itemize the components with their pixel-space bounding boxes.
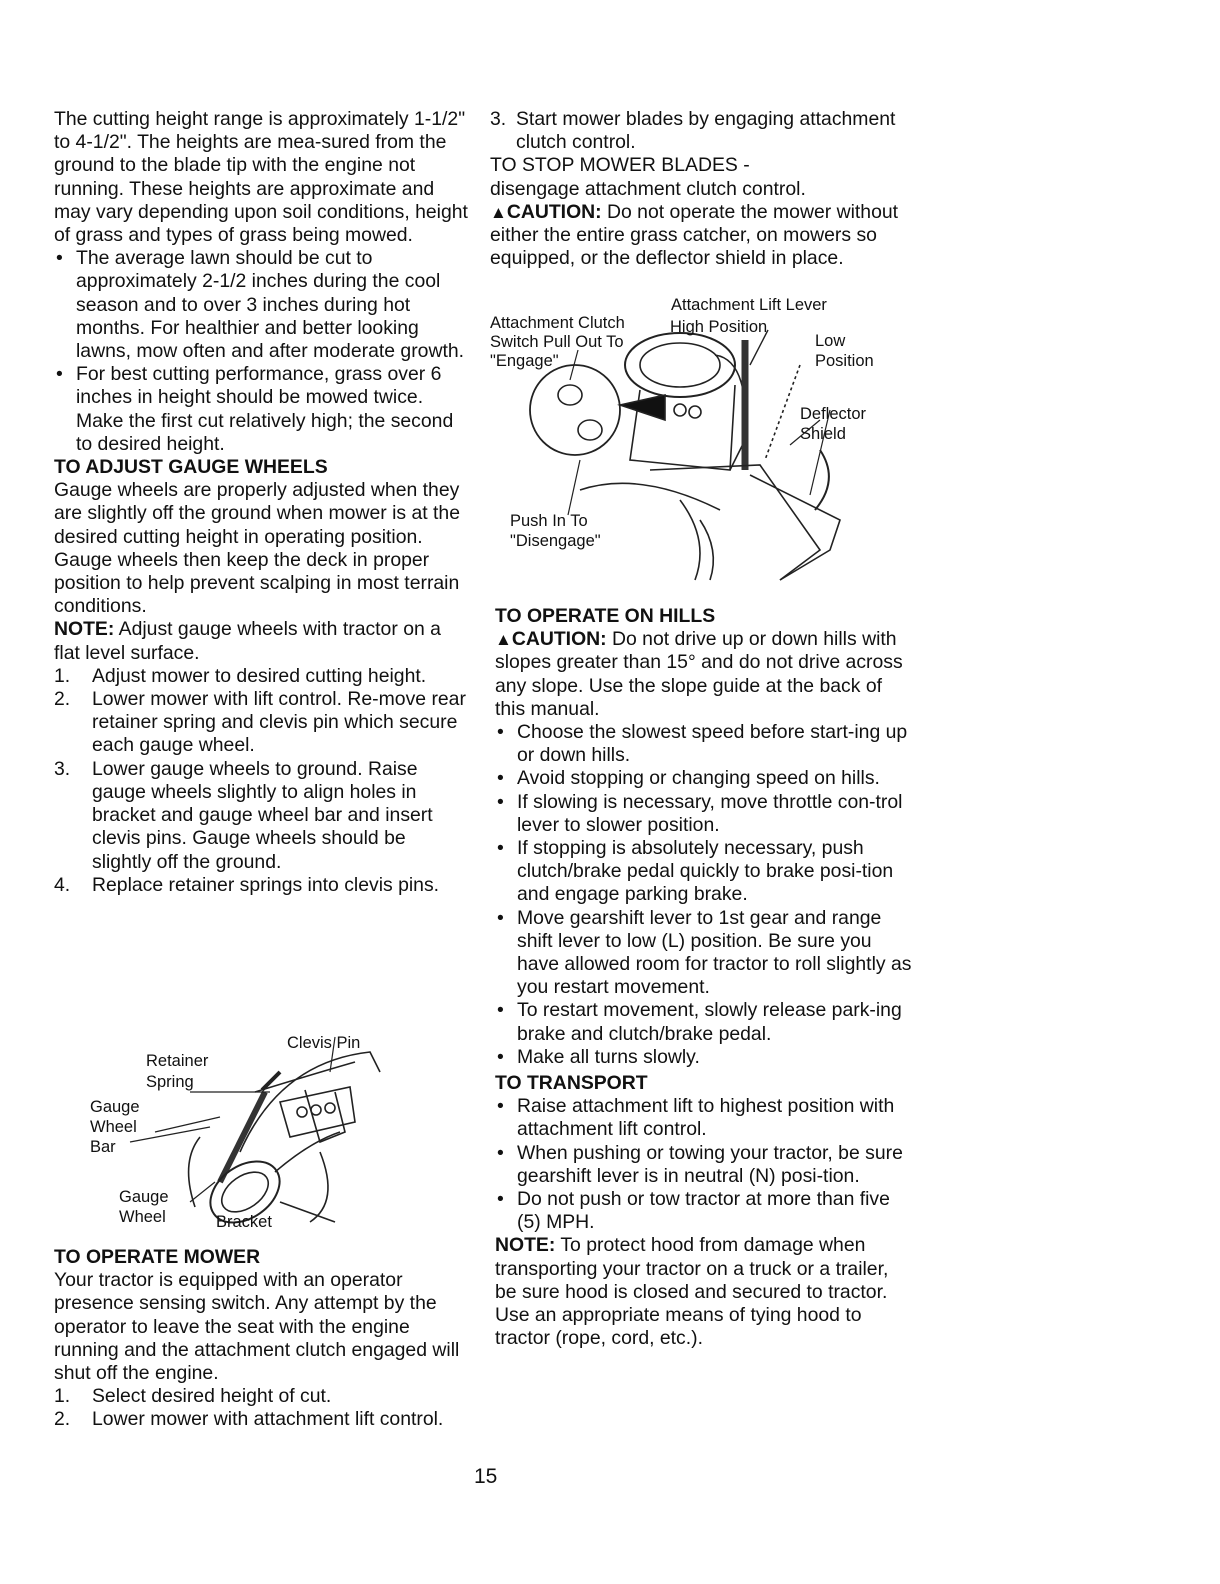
left-column [54,108,469,897]
step-text: Start mower blades by engaging attachment clutch control. [516,108,896,154]
step-number: 4. [54,873,71,896]
warning-triangle-icon: ▲ [490,202,507,222]
operate-hills-heading: TO OPERATE ON HILLS [495,605,716,627]
step-text: Select desired height of cut. [92,1385,332,1408]
step-number: 2. [54,1408,71,1431]
right-column-top [490,108,908,270]
list-item: • Do not push or tow tractor at more than five (5) MPH. [495,1188,913,1234]
gauge-wheels-heading: TO ADJUST GAUGE WHEELS [54,456,328,479]
caution-text: Do not operate the mower without either the entire grass catcher, on mowers so equipped, or the deflector shield in place. [490,200,899,270]
step-number: 3. [54,757,71,780]
caution-label: CAUTION: [506,200,602,223]
deflector-label: Deflector [800,405,867,423]
list-item: • Avoid stopping or changing speed on hills. [495,767,913,790]
list-item [54,665,469,688]
caution-text: Do not drive up or down hills with slopes greater than 15° and do not drive across any slope. Use the slope guide at the back of this manual. [495,628,903,720]
cutting-height-intro: The cutting height range is approximately 1-1/2" to 4-1/2". The heights are mea-sured from the ground to the blade tip with the engine not running. These heights are approximate and may vary depending upon soil conditions, height of grass and types of grass being mowed. [54,108,468,247]
caution-hills [495,628,913,721]
caution-label: CAUTION: [511,628,607,651]
caution-deflector [490,201,908,271]
engage-label: "Engage" [490,352,559,370]
list-item [54,1385,469,1408]
wheel-label: Wheel [90,1118,137,1136]
high-position-label: High Position [670,318,768,336]
list-item: • To restart movement, slowly release park-ing brake and clutch/brake pedal. [495,999,913,1045]
bracket-label: Bracket [216,1213,272,1231]
clevis-pin-label: Clevis Pin [287,1034,361,1052]
list-item: • Make all turns slowly. [495,1046,913,1069]
spring-label: Spring [146,1073,194,1091]
disengage-label: "Disengage" [510,532,601,550]
retainer-label: Retainer [146,1052,209,1070]
lift-lever-label: Attachment Lift Lever [671,296,827,314]
list-item [54,1408,469,1431]
note-label: NOTE: [54,618,115,641]
stop-blades-text: disengage attachment clutch control. [490,177,806,200]
list-item: • Move gearshift lever to 1st gear and range shift lever to low (L) position. Be sure you have allowed room for tractor to roll slightly as you restart movement. [495,907,913,1000]
step-text: Adjust mower to desired cutting height. [92,664,427,687]
list-item [54,874,469,897]
gauge-label: Gauge [90,1098,140,1116]
low-label: Low [815,332,846,350]
switch-pull-label: Switch Pull Out To [490,333,624,351]
list-item: • The average lawn should be cut to approximately 2-1/2 inches during the cool season and to over 3 inches during hot months. For healthier and better looking lawns, mow often and after moderate growth. [54,247,469,363]
step-text: Lower mower with lift control. Re-move rear retainer spring and clevis pin which secure each gauge wheel. [92,688,466,757]
note-label: NOTE: [495,1234,556,1257]
list-item: • When pushing or towing your tractor, be sure gearshift lever is in neutral (N) posi-tion. [495,1142,913,1188]
list-item: • Raise attachment lift to highest position with attachment lift control. [495,1095,913,1141]
step-number: 2. [54,688,71,711]
list-item: • If stopping is absolutely necessary, push clutch/brake pedal quickly to brake posi-tion and engage parking brake. [495,837,913,907]
page-number: 15 [474,1465,498,1488]
operate-mower-text: Your tractor is equipped with an operator presence sensing switch. Any attempt by the operator to leave the seat with the engine running and the attachment clutch engaged will shut off the engine. [54,1269,460,1385]
step-text: Lower gauge wheels to ground. Raise gauge wheels slightly to align holes in bracket and gauge wheel bar and insert clevis pins. Gauge wheels should be slightly off the ground. [92,757,433,873]
step-number: 1. [54,664,71,687]
shield-label: Shield [800,425,846,443]
stop-blades-heading: TO STOP MOWER BLADES - [490,154,750,177]
step-text: Lower mower with attachment lift control. [92,1408,444,1431]
list-item [54,758,469,874]
operate-mower-heading: TO OPERATE MOWER [54,1246,261,1268]
gauge-wheel-label-2: Wheel [119,1208,166,1226]
step-number: 3. [490,108,507,130]
warning-triangle-icon: ▲ [495,630,512,650]
list-item: • Choose the slowest speed before start-ing up or down hills. [495,721,913,767]
note-text: Adjust gauge wheels with tractor on a flat level surface. [54,618,441,664]
list-item [490,108,908,154]
note-text: To protect hood from damage when transporting your tractor on a truck or a trailer, be sure hood is closed and secured to tractor. Use an appropriate means of tying hood to tractor (rope, cord, etc.). [495,1234,889,1350]
list-item: • If slowing is necessary, move throttle con-trol lever to slower position. [495,791,913,837]
step-number: 1. [54,1385,71,1408]
list-item [54,688,469,758]
transport-note [495,1234,913,1350]
operate-mower-section [54,1246,469,1432]
gauge-note [54,618,469,664]
gauge-wheels-text: Gauge wheels are properly adjusted when they are slightly off the ground when mower is at the desired cutting height in operating position. Gauge wheels then keep the deck in proper position to help prevent scalping in most terrain conditions. [54,479,460,618]
step-text: Replace retainer springs into clevis pins. [92,873,440,896]
list-item: • For best cutting performance, grass over 6 inches in height should be mowed twice. Make the first cut relatively high; the second to desired height. [54,363,469,456]
attachment-clutch-label: Attachment Clutch [490,314,625,332]
push-in-label: Push In To [510,512,588,530]
right-column-bottom [495,605,913,1351]
gauge-wheel-label-1: Gauge [119,1188,169,1206]
position-label: Position [815,352,874,370]
bar-label: Bar [90,1138,116,1156]
transport-heading: TO TRANSPORT [495,1072,648,1095]
